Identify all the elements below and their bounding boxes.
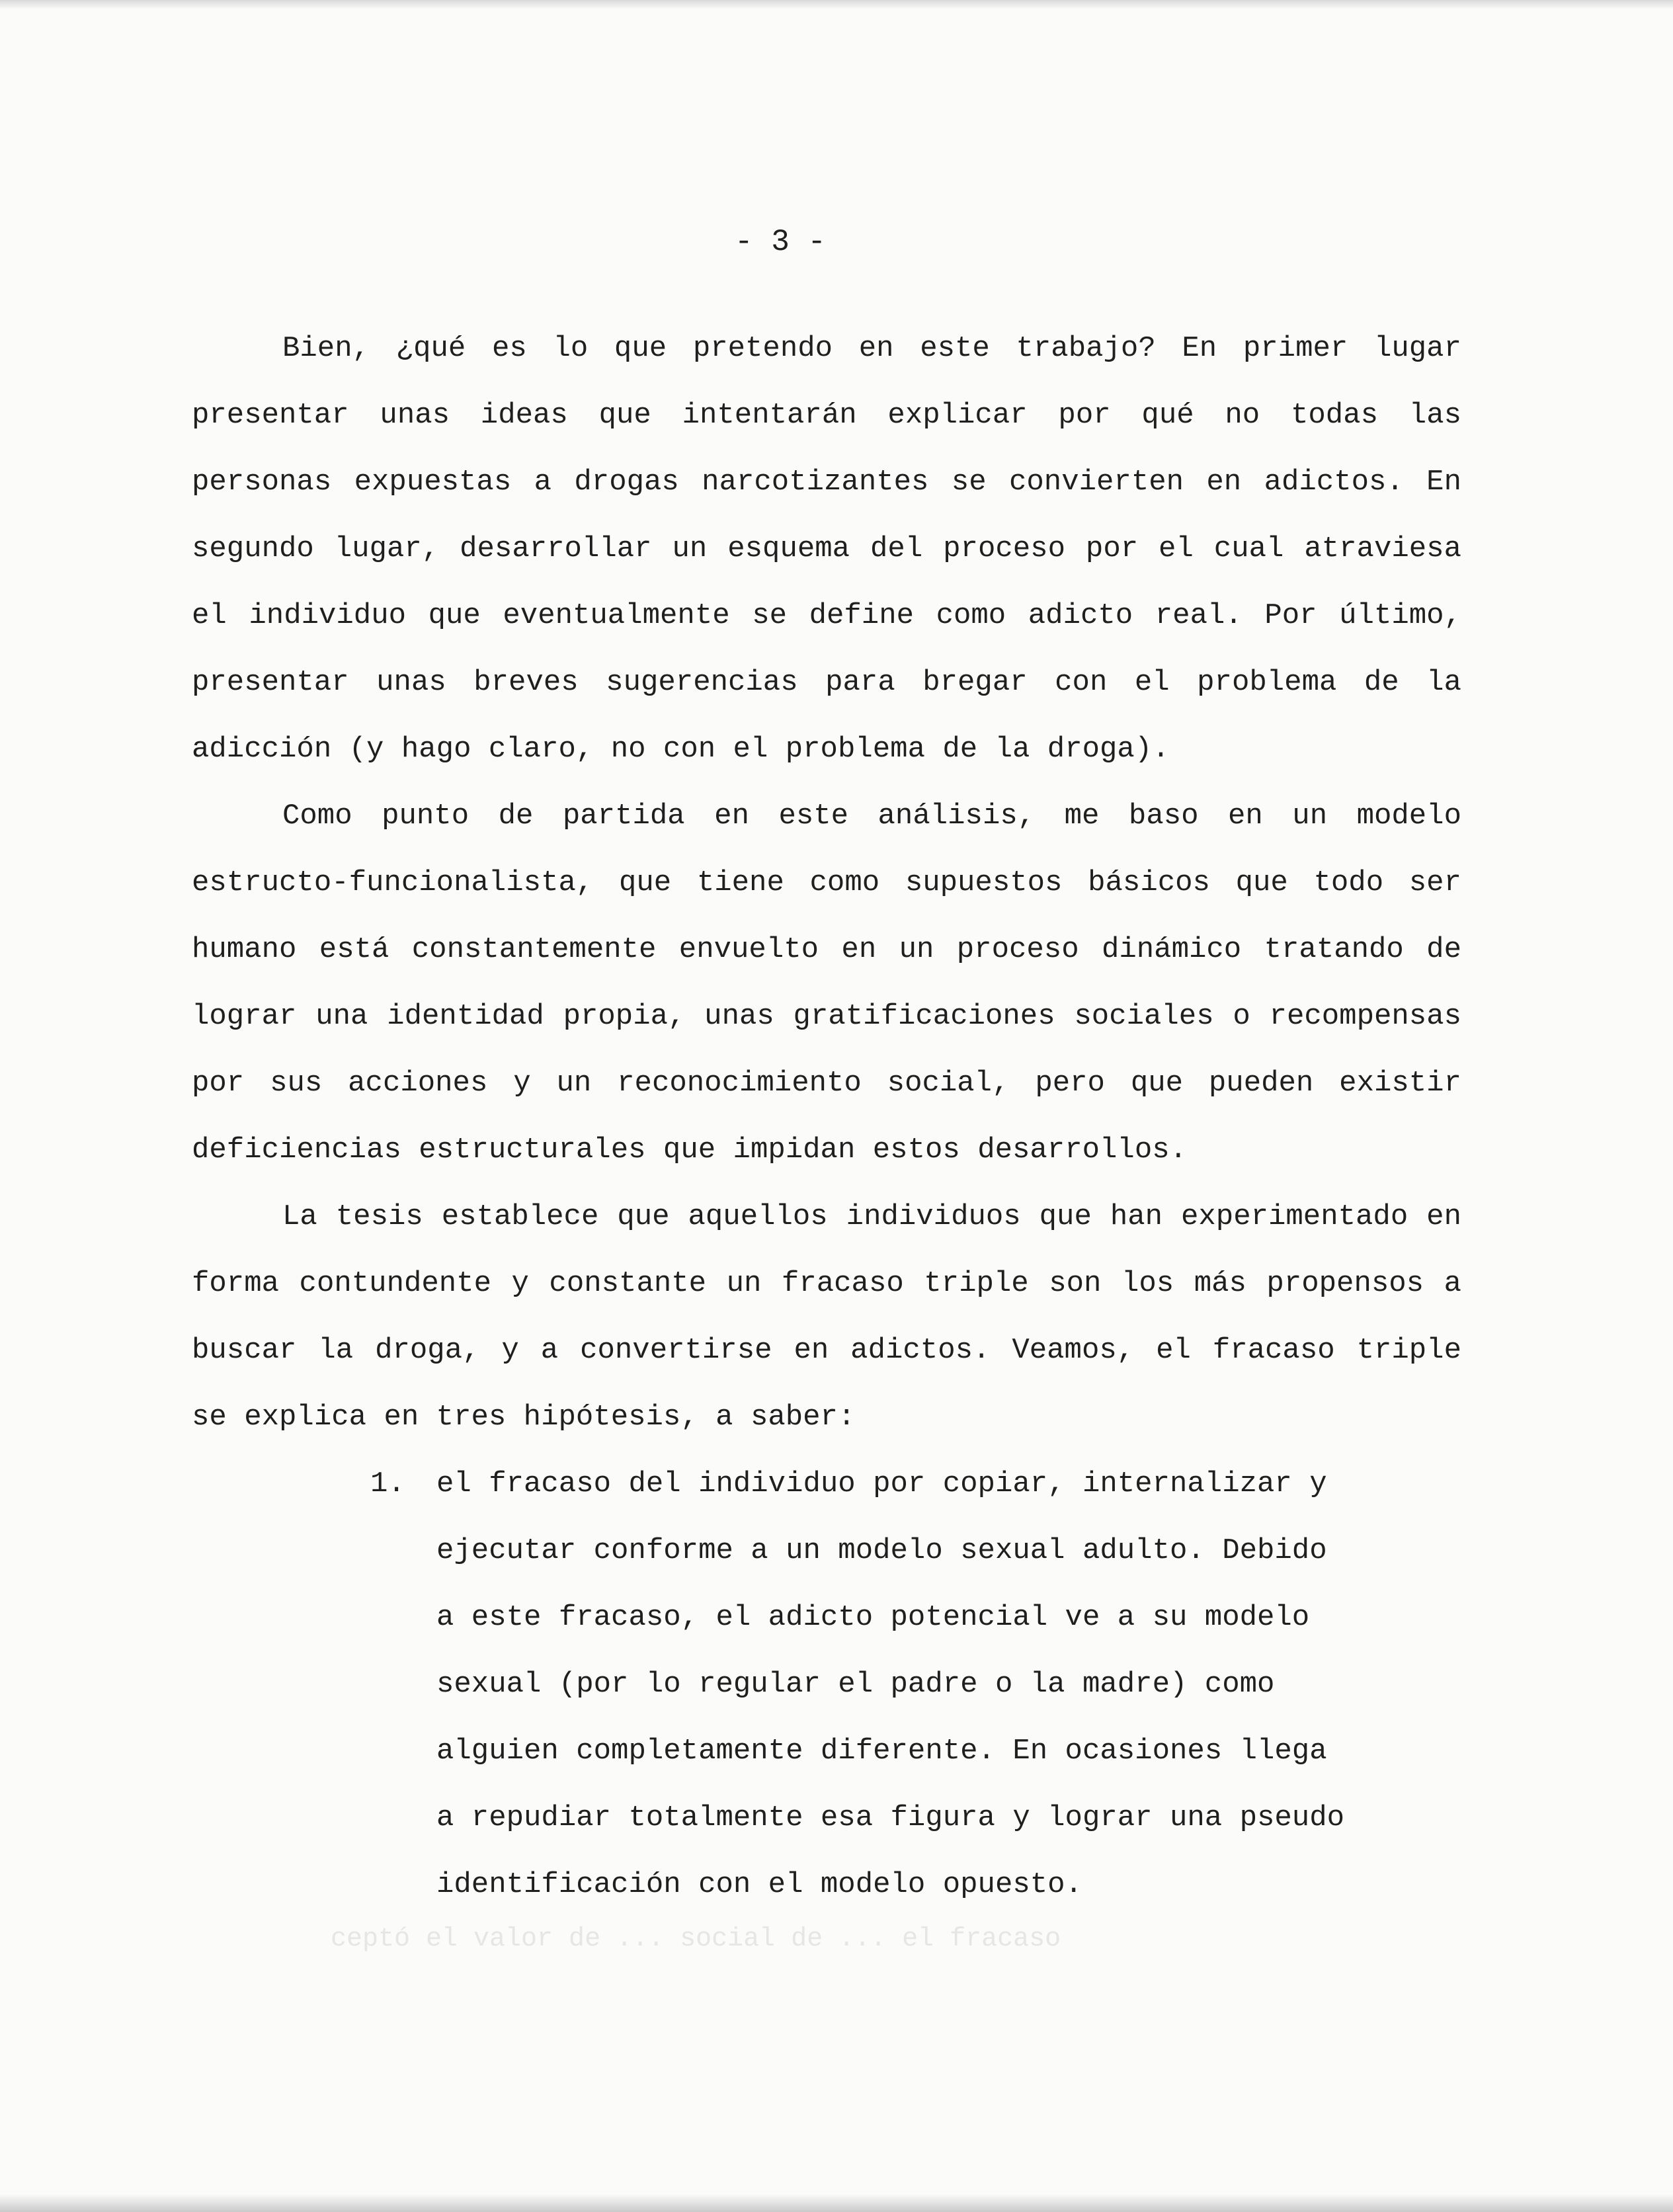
paragraph-3: La tesis establece que aquellos individuos que han experimentado en forma contundente y constante un fracaso triple son los más propensos a buscar la droga, y a convertirse en adictos. Veamos, el fracaso triple se explica en tres hipótesis, a saber: [192,1200,1461,1434]
bleed-through-text: ceptó el valor de ... social de ... el fracaso [331,1924,1061,1954]
scan-bottom-edge [0,2194,1673,2212]
scan-top-edge [0,0,1673,9]
hypothesis-number: 1. [370,1467,405,1500]
hypothesis-item [370,1451,1349,1918]
paragraph-2: Como punto de partida en este análisis, me baso en un modelo estructo-funcionalista, que tiene como supuestos básicos que todo ser humano está constantemente envuelto en un proceso dinámico tratando de lograr una identidad propia, unas gratificaciones sociales o recompensas por sus acciones y un reconocimiento social, pero que pueden existir deficiencias estructurales que impidan estos desarrollos. [192,799,1461,1167]
paragraph-1: Bien, ¿qué es lo que pretendo en este trabajo? En primer lugar presentar unas ideas que intentarán explicar por qué no todas las personas expuestas a drogas narcotizantes se convierten en adictos. En segundo lugar, desarrollar un esquema del proceso por el cual atraviesa el individuo que eventualmente se define como adicto real. Por último, presentar unas breves sugerencias para bregar con el problema de la adicción (y hago claro, no con el problema de la droga). [192,332,1461,766]
page-number: - 3 - [734,225,827,259]
hypothesis-text: el fracaso del individuo por copiar, internalizar y ejecutar conforme a un modelo sexual adulto. Debido a este fracaso, el adicto potencial ve a su modelo sexual (por lo regular el padre o la madre) como alguien completamente diferente. En ocasiones llega a repudiar totalmente esa figura y lograr una pseudo identificación con el modelo opuesto. [436,1467,1345,1901]
body-text [192,315,1461,1918]
hypothesis-list [370,1451,1461,1918]
